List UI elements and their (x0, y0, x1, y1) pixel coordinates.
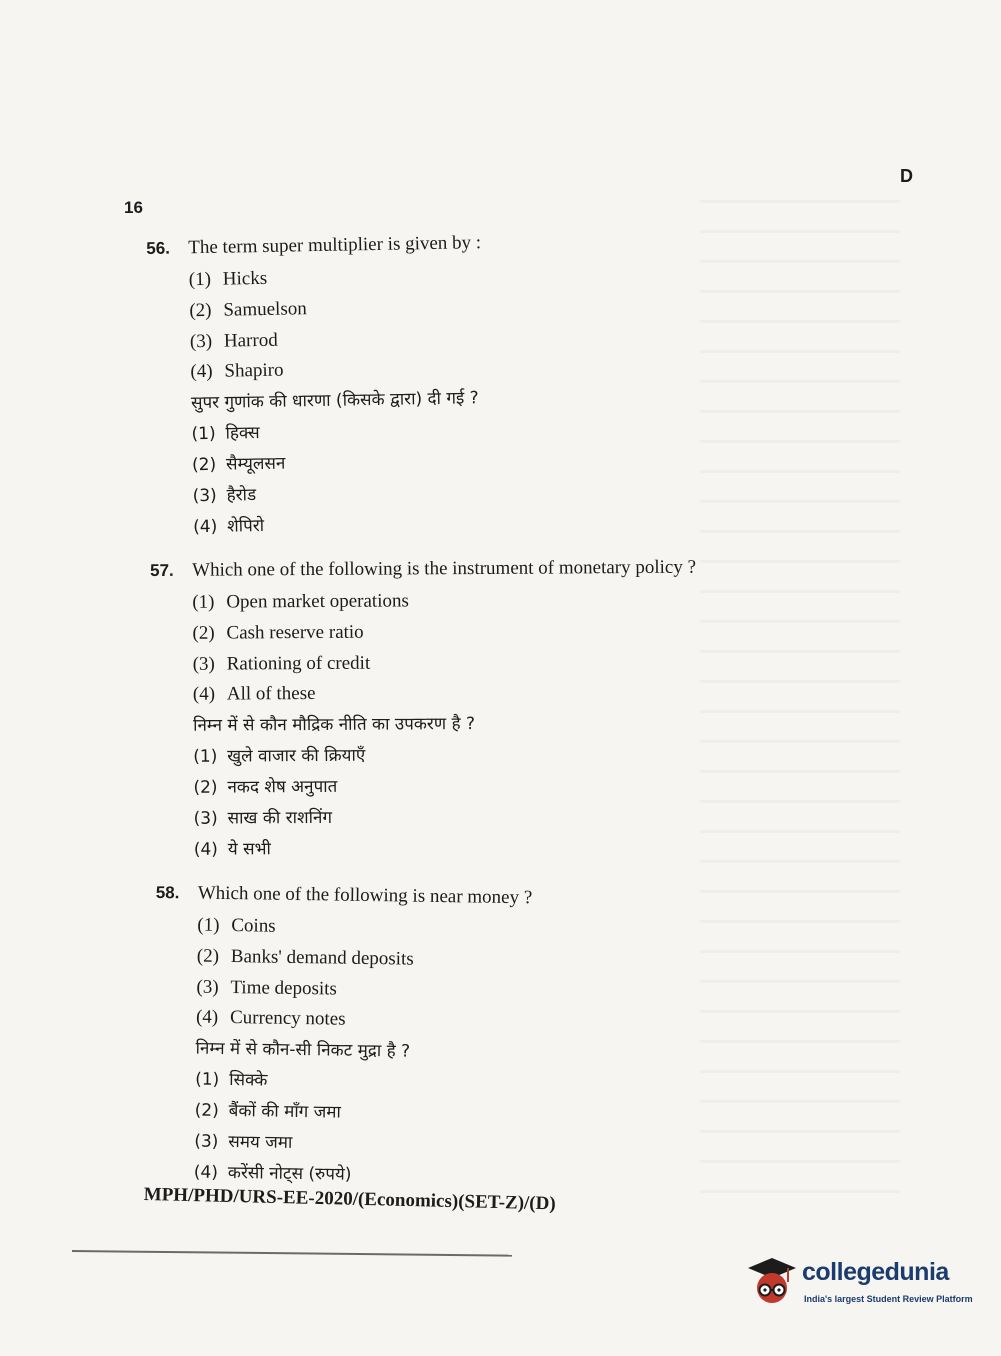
brand-name: collegedunia (802, 1258, 949, 1286)
question-text: The term super multiplier is given by : (188, 232, 482, 259)
bleed-through-shadow (700, 200, 900, 1200)
question-heading (146, 226, 481, 266)
option-3-hindi: (3) समय जमा (194, 1131, 293, 1153)
exam-code-footer: MPH/PHD/URS-EE-2020/(Economics)(SET-Z)/(D) (143, 1184, 556, 1215)
option-1-hindi: (1) खुले वाजार की क्रियाएँ (193, 745, 366, 767)
collegedunia-watermark (742, 1254, 972, 1314)
graduate-mascot-icon (742, 1254, 800, 1312)
option-3: (3) Harrod (189, 329, 278, 352)
set-letter: D (900, 166, 913, 186)
question-text-hindi: सुपर गुणांक की धारणा (किसके द्वारा) दी गई ? (190, 388, 479, 414)
option-2: (2) Samuelson (189, 298, 307, 322)
option-1: (1) Coins (197, 914, 276, 937)
question-heading (150, 551, 696, 588)
option-3: (3) Rationing of credit (192, 652, 371, 675)
question-text: Which one of the following is near money ? (197, 882, 533, 909)
option-4-hindi: (4) ये सभी (193, 838, 271, 860)
option-4: (4) All of these (192, 683, 316, 706)
question-number: 58. (155, 882, 180, 903)
question-heading (156, 876, 533, 915)
option-3-hindi: (3) हैरोड (192, 484, 257, 507)
question-57 (150, 551, 698, 866)
option-1-hindi: (1) सिक्के (195, 1069, 268, 1091)
question-text-hindi: निम्न में से कौन-सी निकट मुद्रा है ? (195, 1038, 411, 1062)
option-4-hindi: (4) करेंसी नोट्स (रुपये) (193, 1162, 352, 1185)
option-4: (4) Currency notes (195, 1006, 346, 1031)
option-2: (2) Cash reserve ratio (192, 621, 364, 644)
question-56 (146, 226, 486, 543)
question-text: Which one of the following is the instrument of monetary policy ? (192, 556, 697, 581)
page-number: 16 (124, 198, 143, 217)
option-2-hindi: (2) सैम्यूलसन (191, 453, 286, 476)
question-58 (152, 876, 533, 1193)
question-text-hindi: निम्न में से कौन मौद्रिक नीति का उपकरण है ? (192, 714, 476, 736)
option-2-hindi: (2) नकद शेष अनुपात (193, 776, 338, 798)
question-number: 56. (146, 238, 171, 258)
option-1: (1) Hicks (188, 267, 268, 291)
option-1: (1) Open market operations (192, 590, 409, 613)
brand-tagline: India's largest Student Review Platform (804, 1294, 973, 1304)
option-1-hindi: (1) हिक्स (191, 423, 260, 445)
option-2-hindi: (2) बैंकों की माँग जमा (194, 1100, 342, 1123)
footer-rule (72, 1250, 512, 1257)
option-4: (4) Shapiro (190, 360, 284, 383)
question-number: 57. (150, 560, 174, 580)
option-2: (2) Banks' demand deposits (196, 945, 414, 970)
option-3-hindi: (3) साख की राशनिंग (193, 807, 333, 829)
option-3: (3) Time deposits (196, 976, 338, 1000)
option-4-hindi: (4) शेपिरो (192, 515, 265, 537)
